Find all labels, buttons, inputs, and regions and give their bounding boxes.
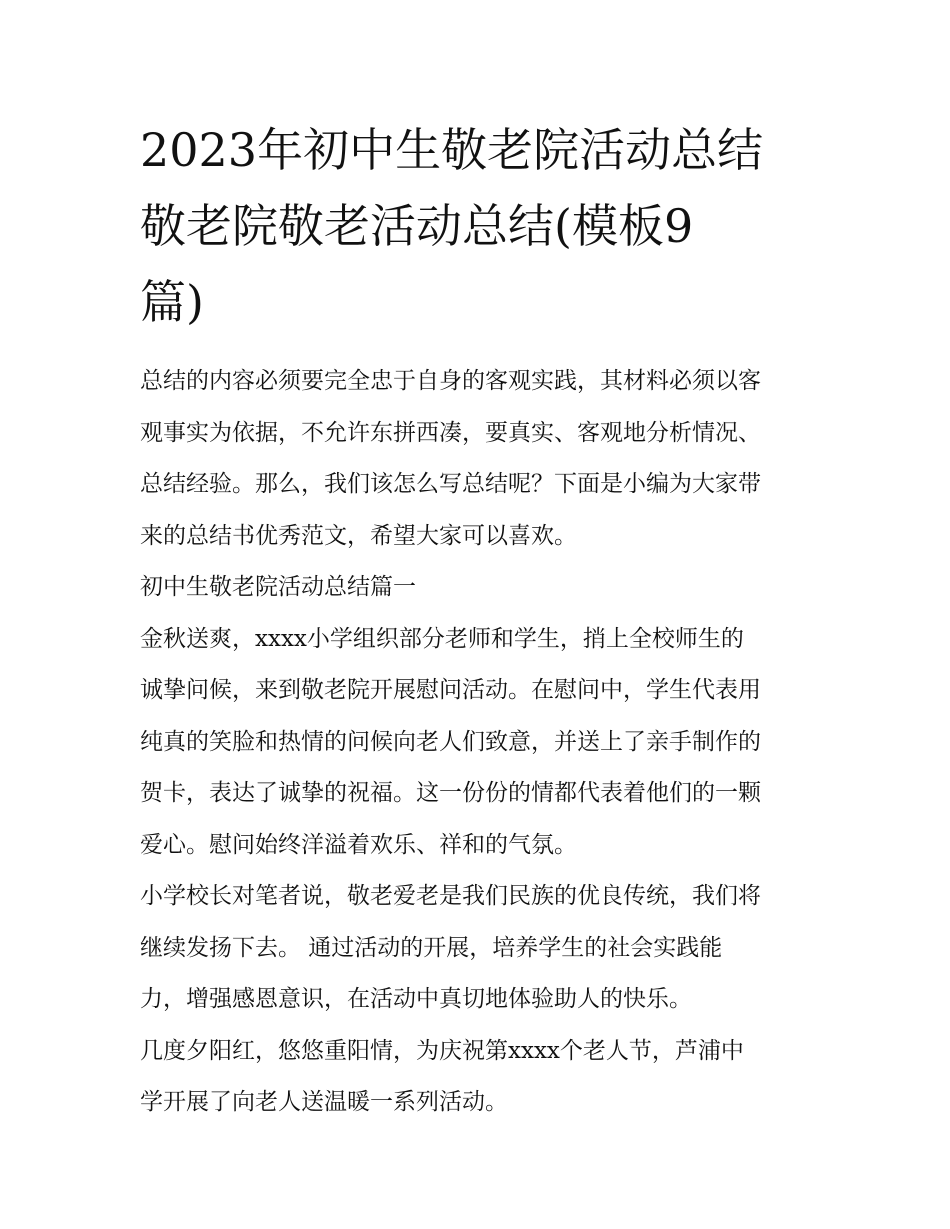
body-line: 诚挚问候，来到敬老院开展慰问活动。在慰问中，学生代表用 bbox=[140, 677, 761, 703]
document-body bbox=[140, 356, 830, 1129]
body-line: 纯真的笑脸和热情的问候向老人们致意，并送上了亲手制作的 bbox=[140, 728, 761, 755]
body-line: 贺卡，表达了诚挚的祝福。这一份份的情都代表着他们的一颗 bbox=[140, 780, 761, 806]
body-line: 总结的内容必须要完全忠于自身的客观实践，其材料必须以客 bbox=[140, 368, 761, 394]
body-line: 观事实为依据，不允许东拼西凑，要真实、客观地分析情况、 bbox=[140, 419, 761, 446]
body-line: 来的总结书优秀范文，希望大家可以喜欢。 bbox=[140, 522, 577, 549]
title-line-3: 篇) bbox=[140, 275, 204, 329]
body-line: 几度夕阳红，悠悠重阳情，为庆祝第xxxx个老人节，芦浦中 bbox=[140, 1037, 744, 1064]
body-line: 学开展了向老人送温暖一系列活动。 bbox=[140, 1089, 508, 1115]
title-line-1: 2023年初中生敬老院活动总结 bbox=[140, 123, 764, 177]
body-line: 金秋送爽，xxxx小学组织部分老师和学生，捎上全校师生的 bbox=[140, 625, 744, 652]
body-line: 力，增强感恩意识，在活动中真切地体验助人的快乐。 bbox=[140, 986, 692, 1012]
title-line-2: 敬老院敬老活动总结(模板9 bbox=[140, 199, 694, 253]
body-line: 总结经验。那么，我们该怎么写总结呢？下面是小编为大家带 bbox=[140, 471, 761, 497]
section-heading: 初中生敬老院活动总结篇一 bbox=[140, 574, 416, 600]
body-line: 继续发扬下去。 通过活动的开展，培养学生的社会实践能 bbox=[140, 934, 723, 961]
body-line: 爱心。慰问始终洋溢着欢乐、祥和的气氛。 bbox=[140, 831, 577, 858]
body-line: 小学校长对笔者说，敬老爱老是我们民族的优良传统，我们将 bbox=[140, 883, 761, 909]
document-title bbox=[140, 112, 830, 340]
